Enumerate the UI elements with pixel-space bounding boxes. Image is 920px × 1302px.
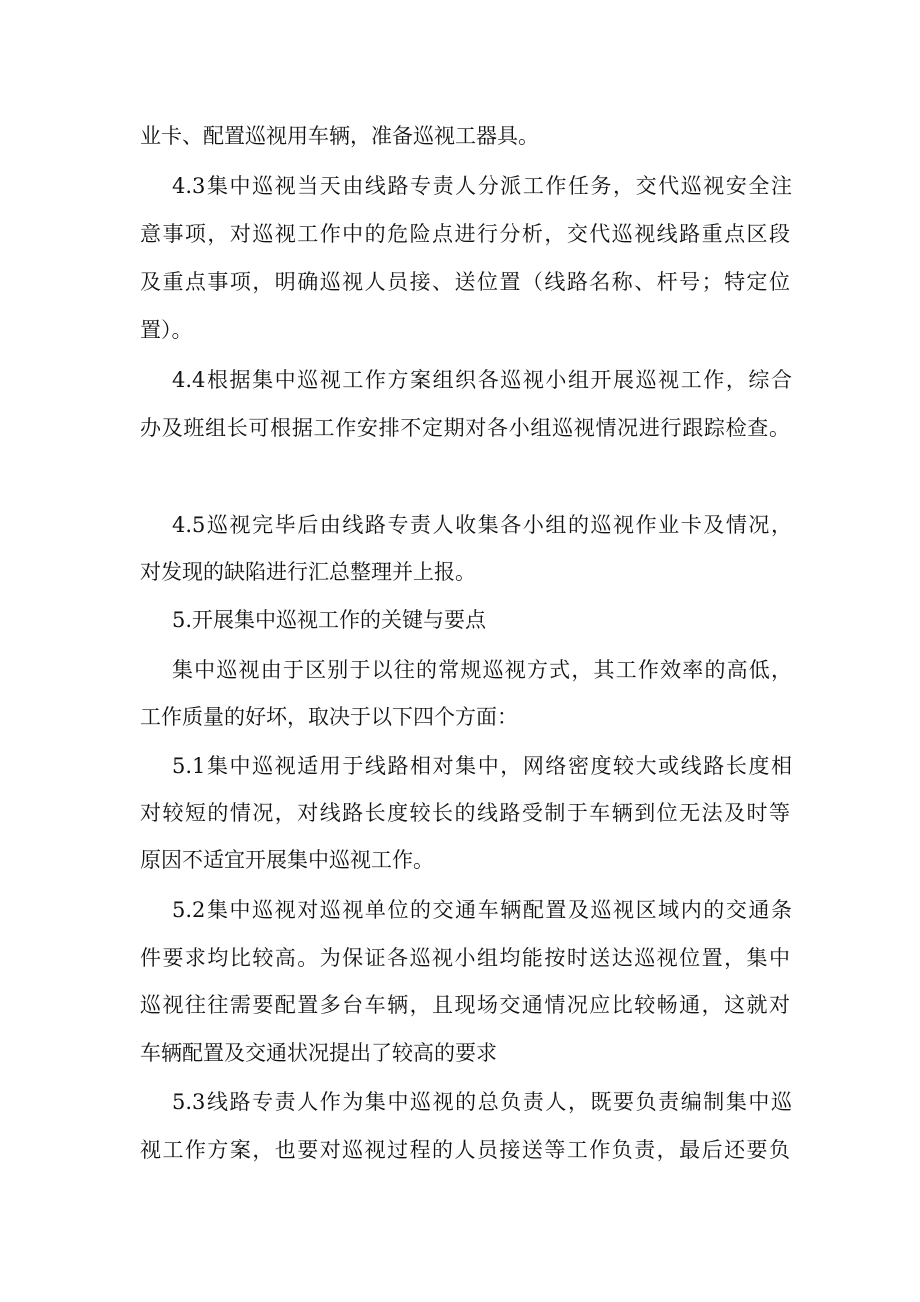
text-line: 车辆配置及交通状况提出了较高的要求 (140, 1041, 497, 1065)
text-line: 对较短的情况，对线路长度较长的线路受制于车辆到位无法及时等 (140, 801, 790, 825)
text-line: 意事项，对巡视工作中的危险点进行分析，交代巡视线路重点区段 (140, 222, 790, 246)
text-line: 集中巡视由于区别于以往的常规巡视方式，其工作效率的高低， (172, 658, 792, 682)
text-line: 对发现的缺陷进行汇总整理并上报。 (140, 560, 476, 584)
text-line: 5.2集中巡视对巡视单位的交通车辆配置及巡视区域内的交通条 (172, 898, 792, 922)
text-line: 置）。 (140, 318, 193, 342)
text-line: 巡视往往需要配置多台车辆，且现场交通情况应比较畅通，这就对 (140, 993, 790, 1017)
text-line: 业卡、配置巡视用车辆，准备巡视工器具。 (140, 124, 539, 148)
text-line: 4.3集中巡视当天由线路专责人分派工作任务，交代巡视安全注 (172, 174, 792, 198)
section-heading: 5.开展集中巡视工作的关键与要点 (172, 608, 487, 632)
text-line: 4.4根据集中巡视工作方案组织各巡视小组开展巡视工作，综合 (172, 368, 792, 392)
text-line: 件要求均比较高。为保证各巡视小组均能按时送达巡视位置，集中 (140, 946, 790, 970)
text-line: 工作质量的好坏，取决于以下四个方面： (140, 705, 518, 729)
text-line: 4.5巡视完毕后由线路专责人收集各小组的巡视作业卡及情况， (172, 513, 792, 537)
text-line: 原因不适宜开展集中巡视工作。 (140, 848, 434, 872)
text-line: 视工作方案，也要对巡视过程的人员接送等工作负责，最后还要负 (140, 1138, 790, 1162)
text-line: 办及班组长可根据工作安排不定期对各小组巡视情况进行跟踪检查。 (140, 416, 790, 440)
text-line: 5.1集中巡视适用于线路相对集中，网络密度较大或线路长度相 (172, 754, 792, 778)
text-line: 及重点事项，明确巡视人员接、送位置（线路名称、杆号；特定位 (140, 270, 790, 294)
text-line: 5.3线路专责人作为集中巡视的总负责人，既要负责编制集中巡 (172, 1090, 792, 1114)
